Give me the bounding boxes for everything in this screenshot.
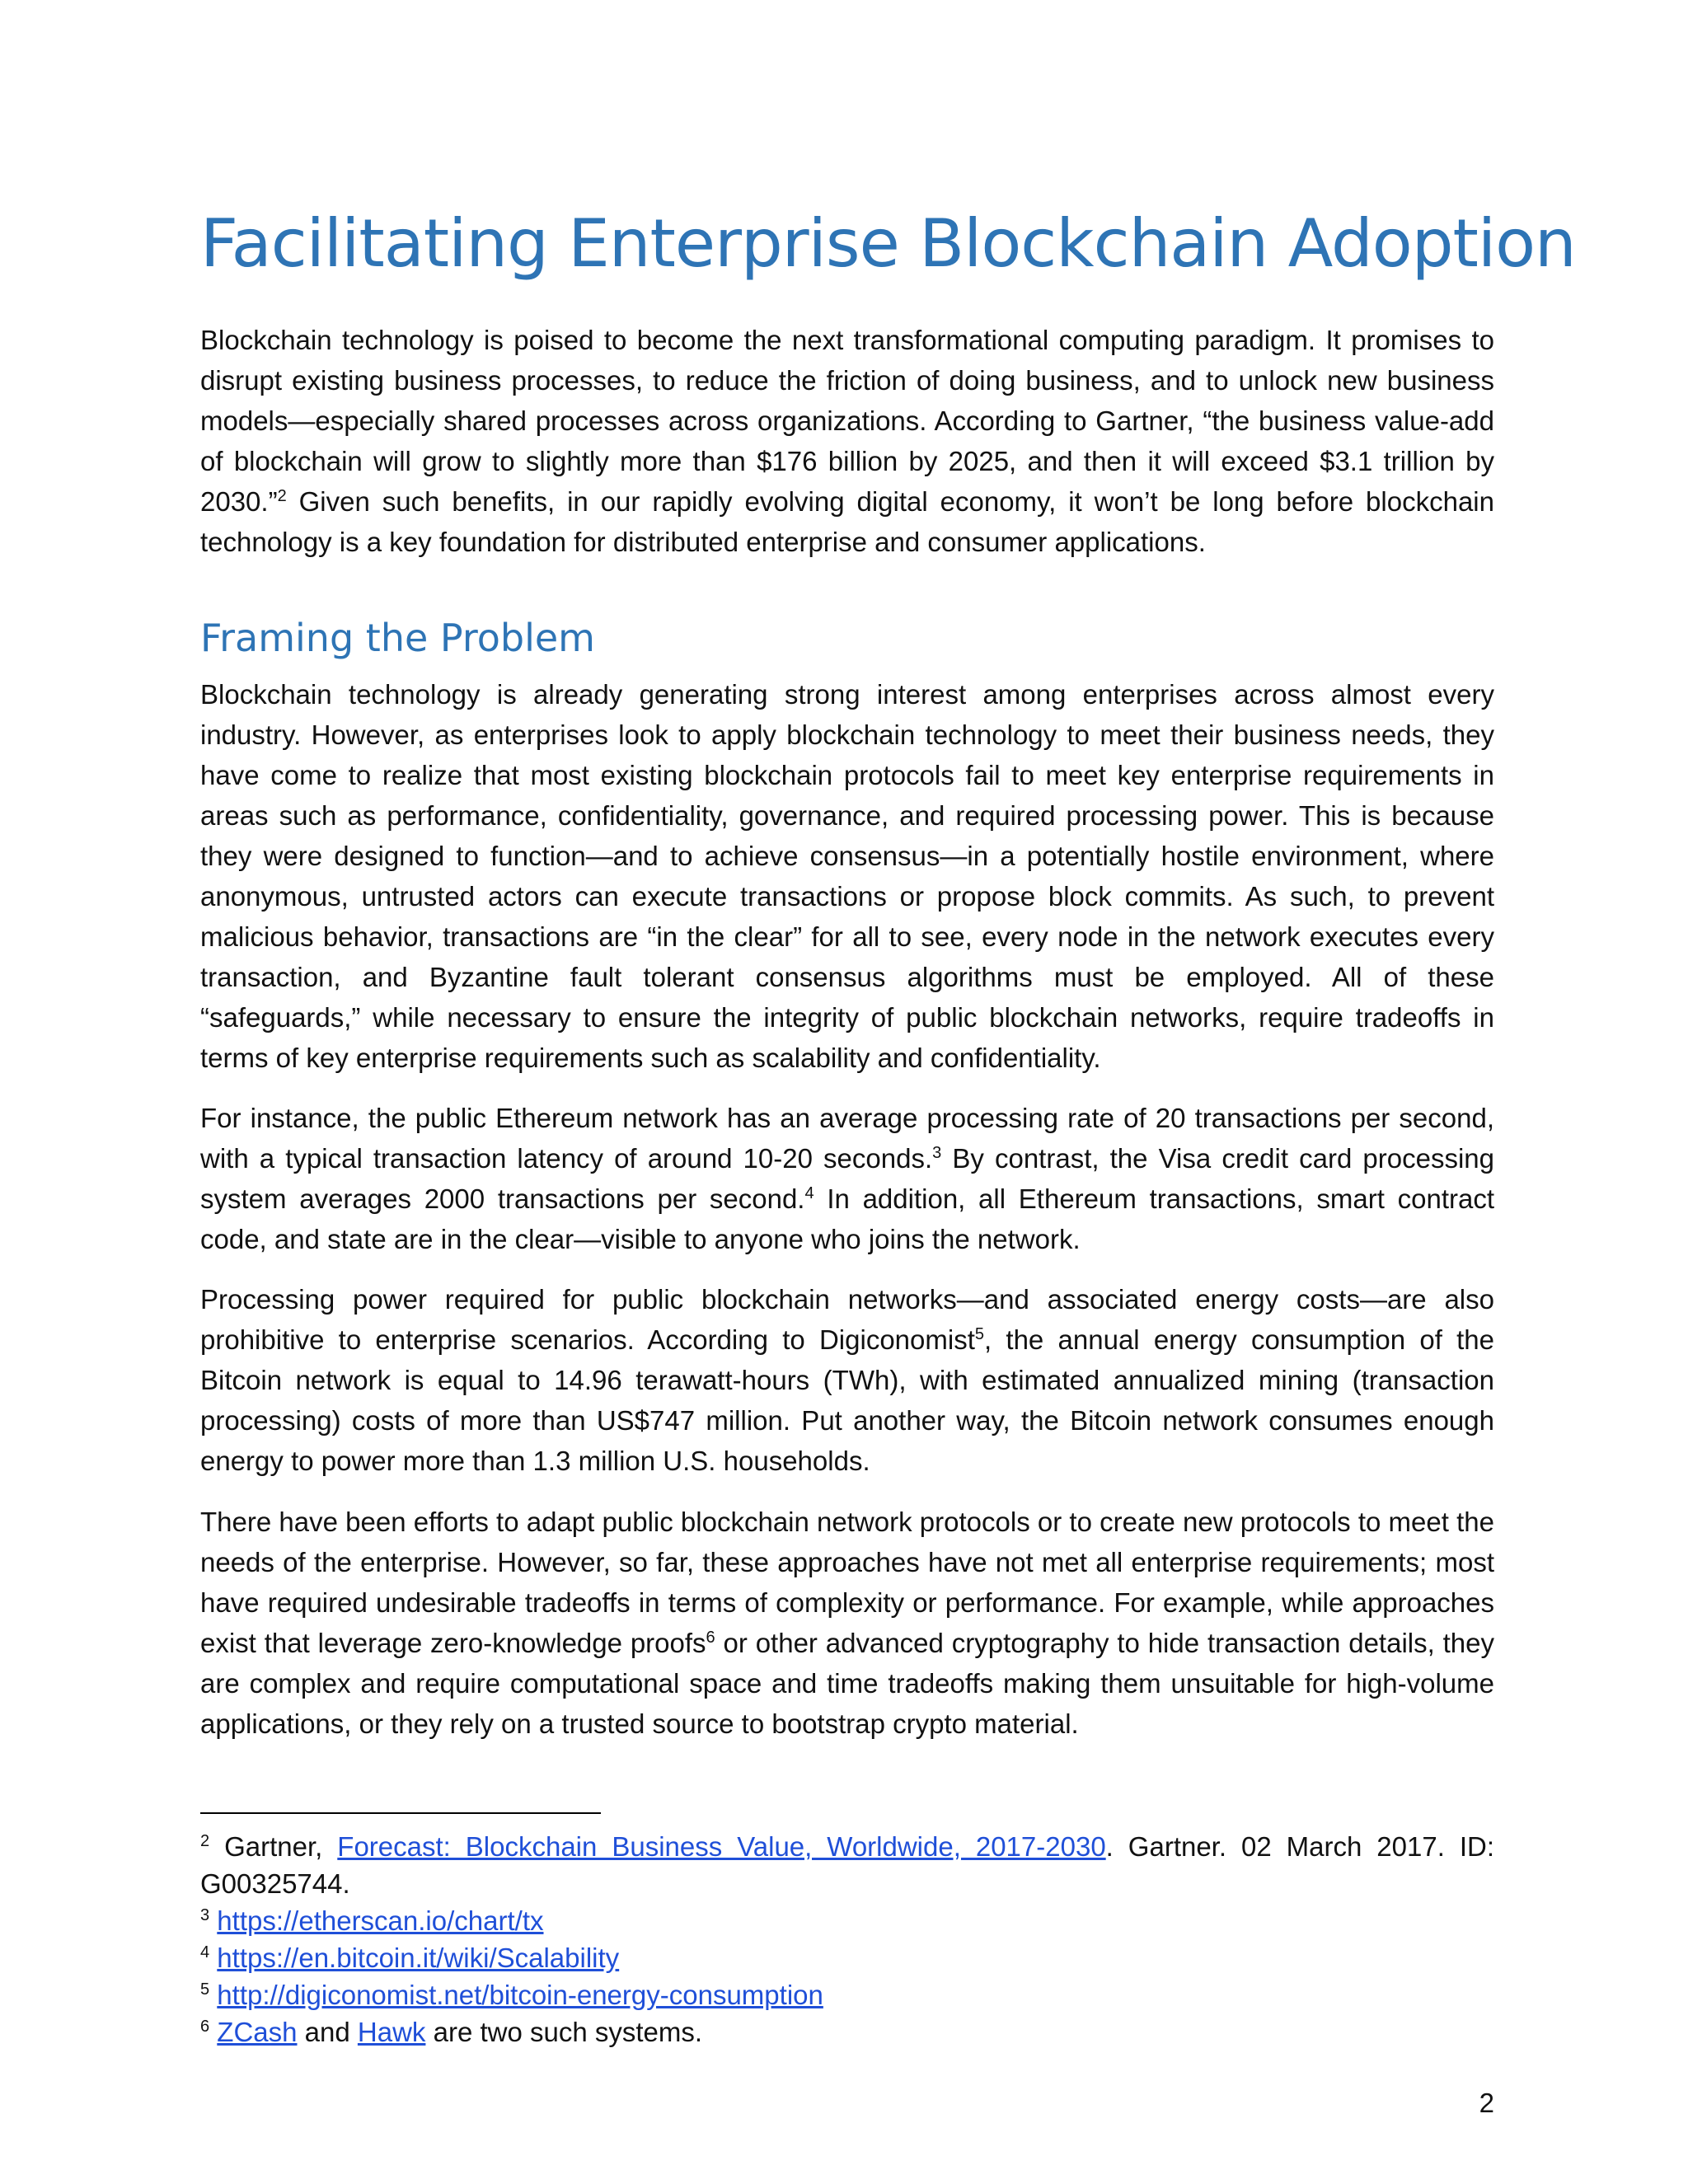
ethereum-text-a: For instance, the public Ethereum network has an average processing rate of 20 transactions per second, with a typical transaction latency of around 10-20 seconds. — [200, 1103, 1494, 1174]
intro-text-b: Given such benefits, in our rapidly evolving digital economy, it won’t be long before blockchain technology is a key foundation for distributed enterprise and consumer applications. — [200, 486, 1494, 557]
hawk-link[interactable]: Hawk — [357, 2017, 426, 2047]
page-title: Facilitating Enterprise Blockchain Adoption — [200, 205, 1576, 282]
power-text-b: , the annual energy consumption of the Bitcoin network is equal to 14.96 terawatt-hours (TWh), with estimated annualized mining (transaction processing) costs of more than US$747 million. Put another way, the Bitcoin network consumes enough energy to power more than 1.3 million U.S. households. — [200, 1324, 1494, 1476]
ethereum-paragraph — [200, 1098, 1494, 1259]
footnote-ref-3[interactable]: 3 — [932, 1144, 942, 1162]
efforts-text-a: There have been efforts to adapt public blockchain network protocols or to create new protocols to meet the needs of the enterprise. However, so far, these approaches have not met all enterprise requirements; most have required undesirable tradeoffs in terms of complexity or performance. For example, while approaches exist that leverage zero-knowledge proofs — [200, 1507, 1494, 1658]
efforts-text-b: or other advanced cryptography to hide transaction details, they are complex and require computational space and time tradeoffs making them unsuitable for high-volume applications, or they rely on a trusted source to bootstrap crypto material. — [200, 1628, 1494, 1739]
footnote-ref-6[interactable]: 6 — [706, 1629, 715, 1647]
gartner-forecast-link[interactable]: Forecast: Blockchain Business Value, Worldwide, 2017-2030 — [337, 1831, 1106, 1862]
bitcoin-wiki-link[interactable]: https://en.bitcoin.it/wiki/Scalability — [217, 1943, 620, 1973]
footnote-4 — [200, 1939, 1494, 1976]
footnote-number: 3 — [200, 1906, 210, 1924]
power-paragraph — [200, 1279, 1494, 1481]
etherscan-link[interactable]: https://etherscan.io/chart/tx — [217, 1905, 544, 1936]
page-number: 2 — [1479, 2088, 1494, 2118]
zcash-link[interactable]: ZCash — [217, 2017, 298, 2047]
footnote-text: Gartner, — [209, 1831, 338, 1862]
problem-paragraph: Blockchain technology is already generating strong interest among enterprises across almost every industry. However, as enterprises look to apply blockchain technology to meet their business needs, they have come to realize that most existing blockchain protocols fail to meet key enterprise requirements in areas such as performance, confidentiality, governance, and required processing power. This is because they were designed to function—and to achieve consensus—in a potentially hostile environment, where anonymous, untrusted actors can execute transactions or propose block commits. As such, to prevent malicious behavior, transactions are “in the clear” for all to see, every node in the network executes every transaction, and Byzantine fault tolerant consensus algorithms must be employed. All of these “safeguards,” while necessary to ensure the integrity of public blockchain networks, require tradeoffs in terms of key enterprise requirements such as scalability and confidentiality. — [200, 679, 1494, 1073]
footnote-separator — [200, 1812, 601, 1814]
footnote-number: 4 — [200, 1943, 210, 1961]
intro-text-a: Blockchain technology is poised to become the next transformational computing paradigm. It promises to disrupt existing business processes, to reduce the friction of doing business, and to unlock new business models—especially shared processes across organizations. According to Gartner, “the business value-add of blockchain will grow to slightly more than $176 billion by 2025, and then it will exceed $3.1 trillion by 2030.” — [200, 325, 1494, 517]
section-heading: Framing the Problem — [200, 616, 595, 660]
footnote-text: are two such systems. — [425, 2017, 703, 2047]
intro-paragraph — [200, 320, 1494, 562]
footnote-3 — [200, 1902, 1494, 1939]
document-page — [200, 0, 1576, 2184]
footnote-ref-4[interactable]: 4 — [804, 1184, 814, 1202]
footnote-2 — [200, 1828, 1494, 1902]
power-text-a: Processing power required for public blockchain networks—and associated energy costs—are also prohibitive to enterprise scenarios. According to Digiconomist — [200, 1284, 1494, 1355]
ethereum-text-c: In addition, all Ethereum transactions, smart contract code, and state are in the clear—visible to anyone who joins the network. — [200, 1183, 1495, 1254]
footnote-number: 2 — [200, 1832, 210, 1850]
footnote-6 — [200, 2013, 1494, 2050]
efforts-paragraph — [200, 1502, 1494, 1744]
digiconomist-link[interactable]: http://digiconomist.net/bitcoin-energy-consumption — [217, 1980, 823, 2010]
footnote-number: 5 — [200, 1980, 210, 1999]
footnote-5 — [200, 1976, 1494, 2013]
footnote-text: and — [297, 2017, 358, 2047]
footnote-ref-5[interactable]: 5 — [974, 1325, 984, 1343]
footnote-text: . Gartner. 02 March 2017. ID: G00325744. — [200, 1831, 1495, 1899]
ethereum-text-b: By contrast, the Visa credit card processing system averages 2000 transactions per second. — [200, 1143, 1494, 1214]
footnote-number: 6 — [200, 2018, 210, 2036]
footnotes — [200, 1828, 1494, 2050]
footnote-ref-2[interactable]: 2 — [277, 487, 287, 505]
